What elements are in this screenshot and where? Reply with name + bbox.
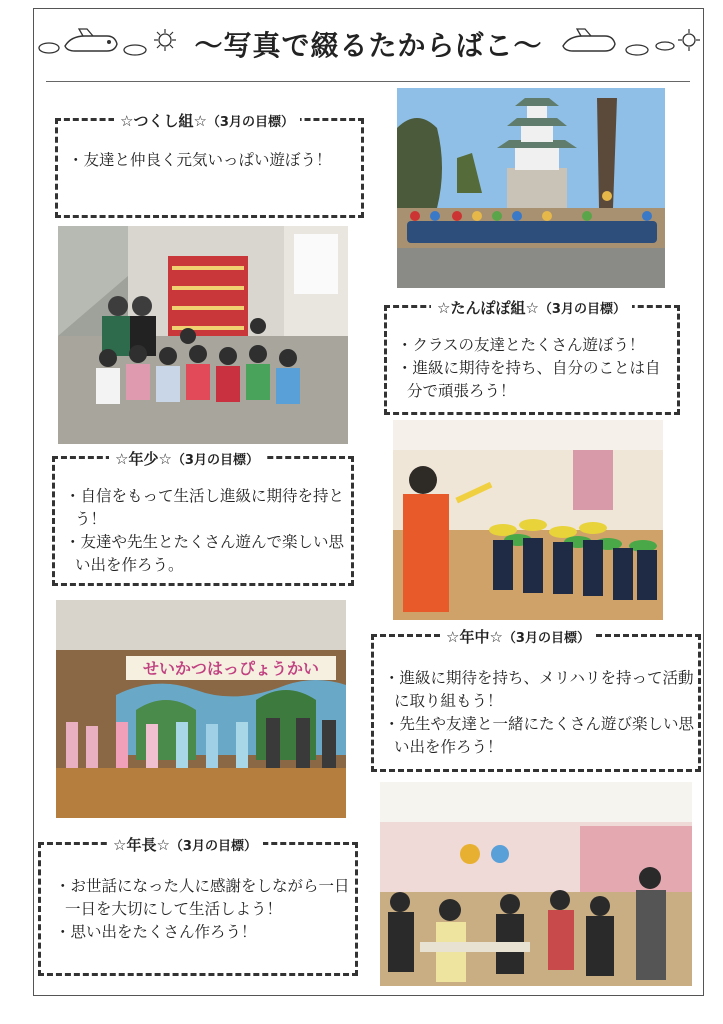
class-name: ☆年長☆	[113, 836, 170, 854]
nenchu-heading	[440, 626, 596, 647]
header	[33, 18, 704, 68]
goal-item: ・進級に期待を持ち、メリハリを持って活動に取り組もう！	[384, 669, 694, 710]
photo-stage-performance	[56, 600, 346, 818]
class-name: ☆年中☆	[446, 628, 503, 646]
class-name: ☆年少☆	[115, 450, 172, 468]
goal-label: （3月の目標）	[206, 115, 294, 130]
class-name: ☆たんぽぽ組☆	[437, 299, 539, 317]
goal-item: ・先生や友達と一緒にたくさん遊び楽しい思い出を作ろう！	[384, 715, 695, 756]
nensho-goal-box	[52, 450, 354, 586]
class-name: ☆つくし組☆	[120, 112, 207, 130]
goal-item: ・思い出をたくさん作ろう！	[55, 923, 257, 941]
goal-label: （3月の目標）	[538, 302, 626, 317]
nencho-goal-box	[38, 836, 358, 976]
airplane-icon	[553, 26, 703, 60]
tsukushi-heading	[114, 110, 300, 131]
nensho-heading	[109, 448, 265, 469]
stage-banner-text: せいかつはっぴょうかい	[142, 659, 320, 678]
photo-classroom-party	[380, 782, 692, 986]
goal-item: ・お世話になった人に感謝をしながら一日一日を大切にして生活しよう！	[55, 877, 350, 918]
goal-item: ・友達や先生とたくさん遊んで楽しい思い出を作ろう。	[65, 533, 345, 574]
goal-item: ・友達と仲良く元気いっぱい遊ぼう！	[68, 151, 332, 169]
goal-item: ・進級に期待を持ち、自分のことは自分で頑張ろう！	[397, 359, 661, 400]
header-rule	[46, 81, 690, 82]
goal-label: （3月の目標）	[169, 839, 257, 854]
goal-item: ・クラスの友達とたくさん遊ぼう！	[397, 336, 645, 354]
photo-hina-dolls	[58, 226, 348, 444]
nencho-heading	[107, 834, 263, 855]
tanpopo-heading	[431, 297, 632, 318]
goal-label: （3月の目標）	[502, 631, 590, 646]
photo-castle-outing	[397, 88, 665, 288]
tanpopo-goal-box	[384, 299, 680, 415]
page-title: ～写真で綴るたからばこ～	[194, 29, 543, 62]
goal-label: （3月の目標）	[171, 453, 259, 468]
goal-item: ・自信をもって生活し進級に期待を持とう！	[65, 487, 345, 528]
nenchu-goal-box	[371, 628, 701, 772]
tsukushi-goal-box	[55, 112, 364, 218]
photo-dance-activity	[393, 420, 663, 620]
